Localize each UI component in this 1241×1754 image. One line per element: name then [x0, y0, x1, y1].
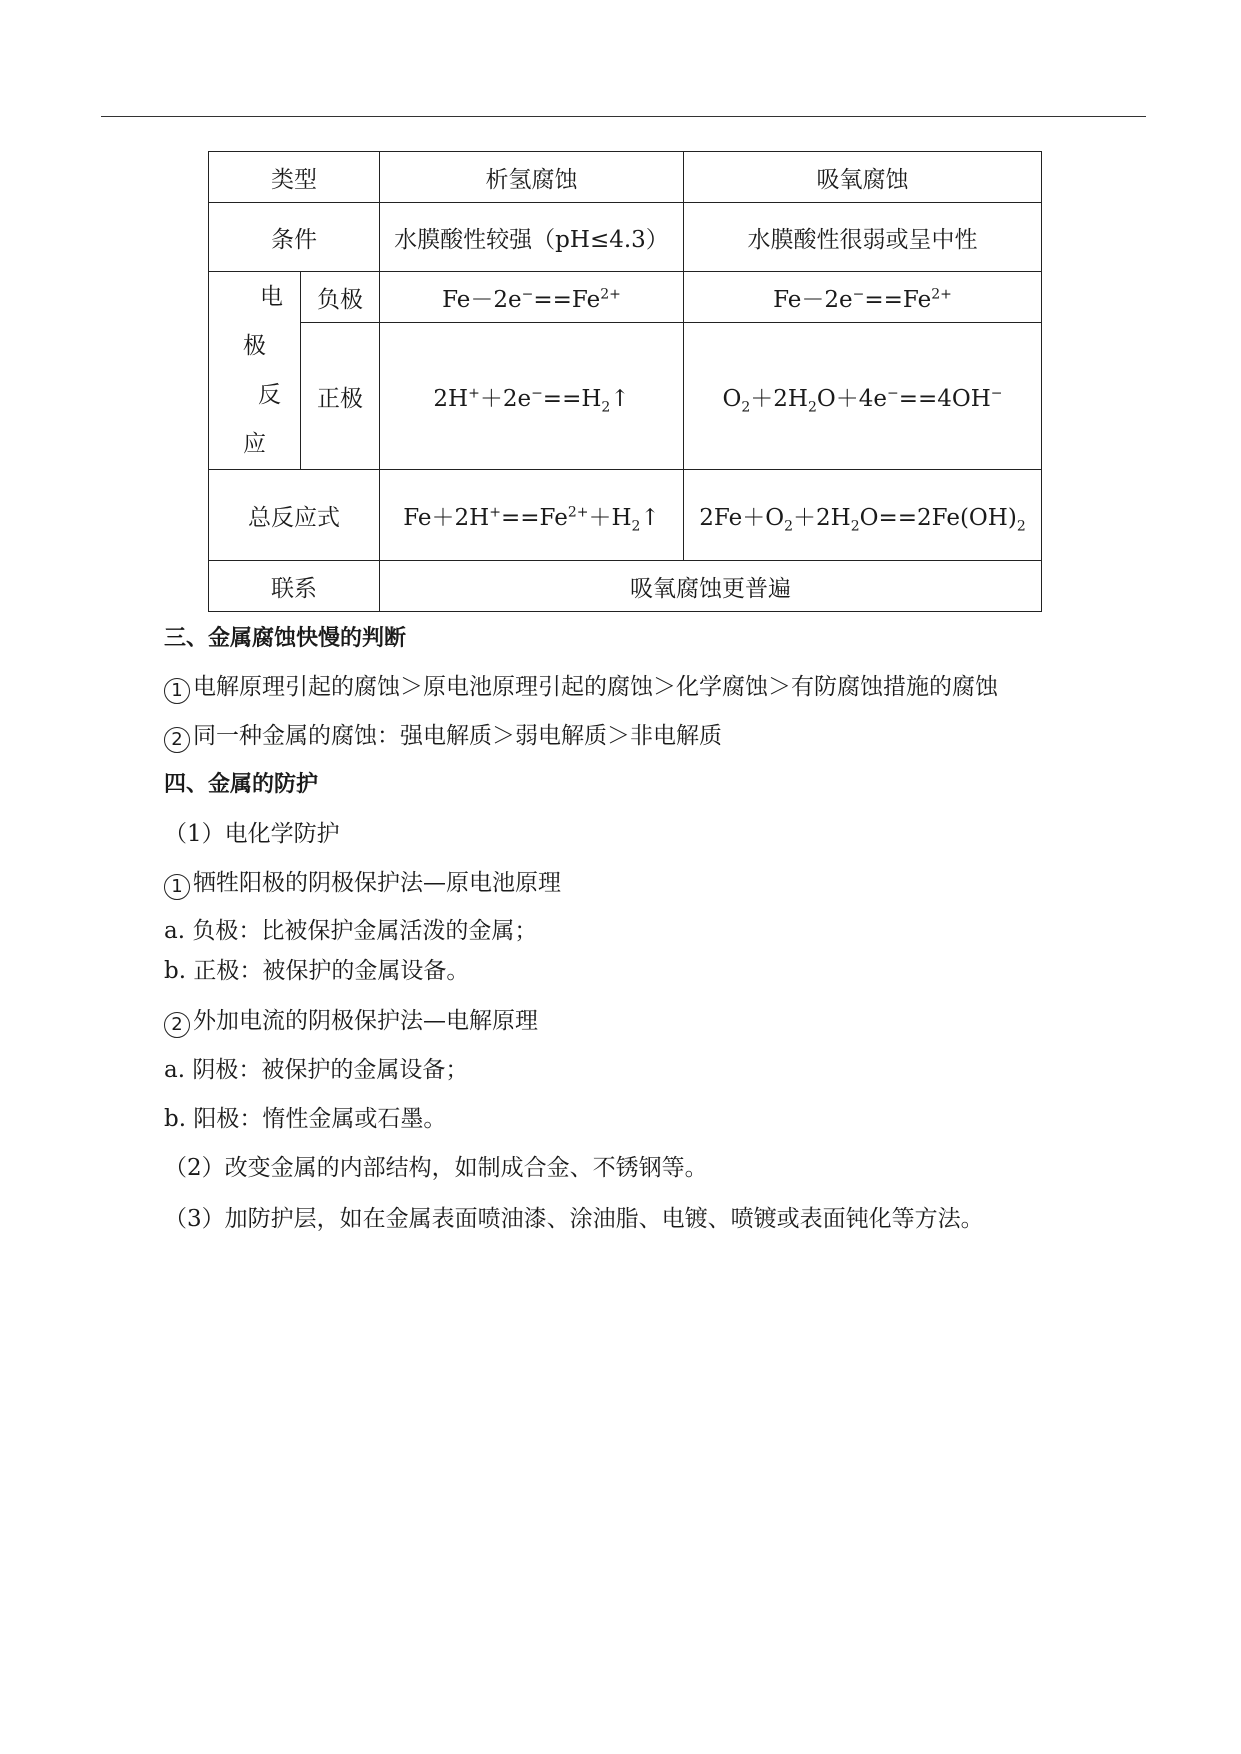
table-row: [209, 323, 1042, 470]
corrosion-comparison-table: [208, 151, 1042, 612]
table-row: [209, 470, 1042, 561]
electrode-reaction-label: 电 极 反 应: [209, 272, 301, 470]
positive-col2-cell: $O_2+2H_2O+4e^-==4OH^-$: [684, 323, 1042, 470]
section3-item-2: 2 同一种金属的腐蚀：强电解质＞弱电解质＞非电解质: [164, 717, 722, 753]
negative-label-cell: 负极: [301, 272, 380, 323]
condition-label-cell: 条件: [209, 203, 380, 272]
positive-col1-cell: $2H^++2e^-==H_2↑$: [380, 323, 684, 470]
positive-label-cell: 正极: [301, 323, 380, 470]
table-row: [209, 272, 1042, 323]
condition-col2-cell: 水膜酸性很弱或呈中性: [684, 203, 1042, 272]
circled-number-icon: 1: [164, 874, 190, 900]
section4-method-1-b: b. 正极：被保护的金属设备。: [164, 958, 470, 984]
relation-label-cell: 联系: [209, 561, 380, 612]
section4-method-1-a: a. 负极：比被保护金属活泼的金属；: [164, 918, 538, 944]
section4-heading: 四、金属的防护: [164, 772, 319, 797]
table-row: [209, 203, 1042, 272]
negative-col2-cell: $Fe-2e^-==Fe^{2+}$: [684, 272, 1042, 323]
total-label-cell: 总反应式: [209, 470, 380, 561]
total-col1-cell: $Fe+2H^+==Fe^{2+}+H_2↑$: [380, 470, 684, 561]
condition-col1-cell: 水膜酸性较强（pH≤4.3）: [380, 203, 684, 272]
section4-method-2: 2 外加电流的阴极保护法—电解原理: [164, 1002, 538, 1038]
circled-number-icon: 1: [164, 678, 190, 704]
section4-paragraph-3: （3）加防护层，如在金属表面喷油漆、涂油脂、电镀、喷镀或表面钝化等方法。: [164, 1206, 984, 1232]
negative-col1-cell: $Fe-2e^-==Fe^{2+}$: [380, 272, 684, 323]
section4-method-2-a: a. 阴极：被保护的金属设备；: [164, 1057, 469, 1083]
section4-paragraph-2: （2）改变金属的内部结构，如制成合金、不锈钢等。: [164, 1155, 708, 1181]
section4-paragraph-1: （1）电化学防护: [164, 821, 340, 847]
circled-number-icon: 2: [164, 1012, 190, 1038]
relation-value-cell: 吸氧腐蚀更普遍: [380, 561, 1042, 612]
total-col2-cell: $2Fe+O_2+2H_2O==2Fe(OH)_2$: [684, 470, 1042, 561]
section4-method-1: 1 牺牲阳极的阴极保护法—原电池原理: [164, 864, 561, 900]
header-col2-cell: 吸氧腐蚀: [684, 152, 1042, 203]
header-type-cell: 类型: [209, 152, 380, 203]
section3-heading: 三、金属腐蚀快慢的判断: [164, 626, 407, 651]
section3-item-1: 1 电解原理引起的腐蚀＞原电池原理引起的腐蚀＞化学腐蚀＞有防腐蚀措施的腐蚀: [164, 668, 998, 704]
table-row: [209, 561, 1042, 612]
section4-method-2-b: b. 阳极：惰性金属或石墨。: [164, 1106, 447, 1132]
header-col1-cell: 析氢腐蚀: [380, 152, 684, 203]
circled-number-icon: 2: [164, 727, 190, 753]
table-row: [209, 152, 1042, 203]
header-rule: [101, 116, 1146, 117]
